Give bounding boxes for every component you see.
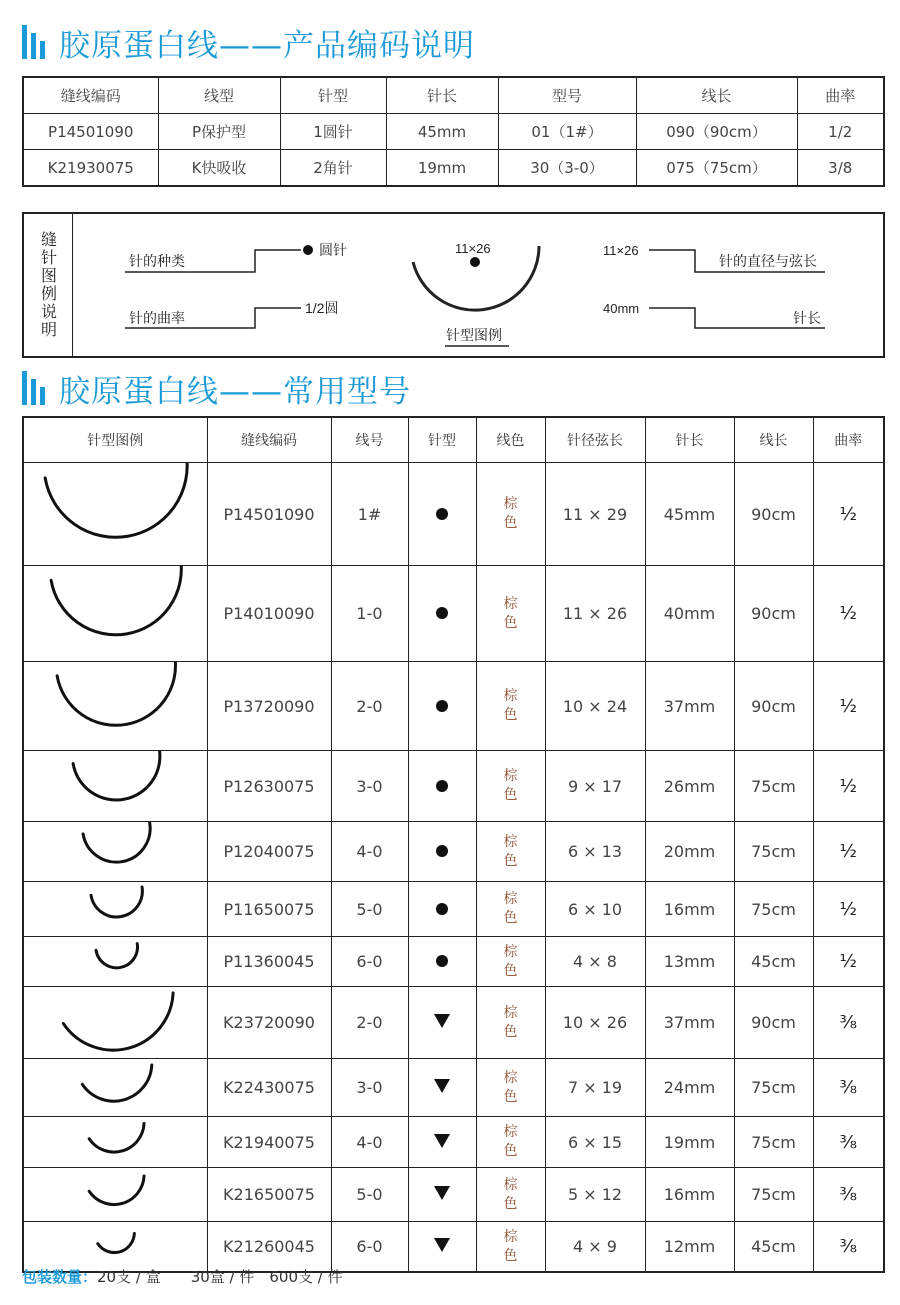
needle-type-cell xyxy=(408,1222,476,1273)
needle-length-cell: 20mm xyxy=(645,822,734,882)
thread-color-cell: 棕 色 xyxy=(476,1117,545,1168)
suture-code-cell: K22430075 xyxy=(207,1059,331,1117)
thread-length-cell: 75cm xyxy=(734,751,813,822)
needle-type-cell xyxy=(408,751,476,822)
needle-arc-icon xyxy=(25,566,205,657)
legend-diagram xyxy=(73,214,883,356)
diameter-chord-cell: 6 × 10 xyxy=(545,882,645,937)
thread-color-cell: 棕 色 xyxy=(476,463,545,566)
models-header-cell: 针型图例 xyxy=(23,417,207,463)
coding-cell: 3/8 xyxy=(797,150,884,187)
needle-length-cell: 12mm xyxy=(645,1222,734,1273)
needle-type-cell xyxy=(408,1168,476,1222)
needle-illustration-cell xyxy=(23,987,207,1059)
thread-size-cell: 5-0 xyxy=(331,882,408,937)
models-header-cell: 针径弦长 xyxy=(545,417,645,463)
coding-header-cell: 缝线编码 xyxy=(23,77,158,114)
diameter-chord-label: 针的直径与弦长 xyxy=(719,253,817,269)
models-table-row xyxy=(23,937,884,987)
models-table-row xyxy=(23,1168,884,1222)
needle-type-cell xyxy=(408,463,476,566)
legend-side-label xyxy=(24,214,73,356)
needle-curvature-label: 针的曲率 xyxy=(129,310,185,326)
coding-table xyxy=(22,76,885,187)
thread-color-cell: 棕 色 xyxy=(476,751,545,822)
thread-size-cell: 4-0 xyxy=(331,1117,408,1168)
suture-code-cell: P13720090 xyxy=(207,662,331,751)
needle-length-cell: 37mm xyxy=(645,987,734,1059)
models-header-cell: 线长 xyxy=(734,417,813,463)
models-table-row xyxy=(23,822,884,882)
thread-length-cell: 75cm xyxy=(734,1117,813,1168)
example-dot-icon xyxy=(470,257,480,267)
title-bars-icon xyxy=(22,371,45,405)
models-header-cell: 缝线编码 xyxy=(207,417,331,463)
length-value-label: 40mm xyxy=(603,301,640,316)
section-title-coding xyxy=(22,22,475,62)
coding-cell: 30（3-0） xyxy=(498,150,636,187)
needle-arc-icon xyxy=(25,1168,205,1217)
size-value-label: 11×26 xyxy=(603,243,639,258)
cutting-needle-icon xyxy=(434,1186,450,1200)
diameter-chord-cell: 5 × 12 xyxy=(545,1168,645,1222)
thread-size-cell: 2-0 xyxy=(331,987,408,1059)
coding-cell: 45mm xyxy=(386,114,498,150)
thread-length-cell: 75cm xyxy=(734,1059,813,1117)
needle-length-cell: 16mm xyxy=(645,882,734,937)
thread-size-cell: 3-0 xyxy=(331,1059,408,1117)
cutting-needle-icon xyxy=(434,1014,450,1028)
needle-type-cell xyxy=(408,1117,476,1168)
needle-illustration-cell xyxy=(23,882,207,937)
cutting-needle-icon xyxy=(434,1079,450,1093)
coding-table-row xyxy=(23,150,884,187)
curvature-cell: ½ xyxy=(813,566,884,662)
coding-table-row xyxy=(23,114,884,150)
needle-illustration-cell xyxy=(23,751,207,822)
round-needle-icon xyxy=(436,607,448,619)
coding-cell: K21930075 xyxy=(23,150,158,187)
curvature-cell: ½ xyxy=(813,751,884,822)
diameter-chord-cell: 9 × 17 xyxy=(545,751,645,822)
suture-code-cell: K21650075 xyxy=(207,1168,331,1222)
needle-type-cell xyxy=(408,822,476,882)
thread-length-cell: 90cm xyxy=(734,566,813,662)
needle-illustration-cell xyxy=(23,822,207,882)
models-header-cell: 曲率 xyxy=(813,417,884,463)
thread-color-cell: 棕 色 xyxy=(476,882,545,937)
needle-illustration-cell xyxy=(23,463,207,566)
suture-code-cell: K21940075 xyxy=(207,1117,331,1168)
suture-code-cell: K23720090 xyxy=(207,987,331,1059)
diameter-chord-cell: 7 × 19 xyxy=(545,1059,645,1117)
thread-color-cell: 棕 色 xyxy=(476,1222,545,1273)
cutting-needle-icon xyxy=(434,1238,450,1252)
diameter-chord-cell: 6 × 15 xyxy=(545,1117,645,1168)
suture-code-cell: P11360045 xyxy=(207,937,331,987)
needle-arc-icon xyxy=(25,1059,205,1112)
thread-color-cell: 棕 色 xyxy=(476,1168,545,1222)
needle-illustration-cell xyxy=(23,1117,207,1168)
needle-length-cell: 40mm xyxy=(645,566,734,662)
needle-illustration-cell xyxy=(23,662,207,751)
coding-cell: 090（90cm） xyxy=(636,114,797,150)
suture-code-cell: P12040075 xyxy=(207,822,331,882)
needle-arc-icon xyxy=(25,822,205,877)
suture-code-cell: P14010090 xyxy=(207,566,331,662)
needle-arc-icon xyxy=(25,662,205,746)
needle-arc-icon xyxy=(25,751,205,817)
curvature-cell: ⅜ xyxy=(813,987,884,1059)
coding-cell: P14501090 xyxy=(23,114,158,150)
diameter-chord-cell: 11 × 29 xyxy=(545,463,645,566)
models-header-cell: 针型 xyxy=(408,417,476,463)
curvature-cell: ⅜ xyxy=(813,1117,884,1168)
needle-length-cell: 37mm xyxy=(645,662,734,751)
thread-length-cell: 75cm xyxy=(734,822,813,882)
models-table-row xyxy=(23,1222,884,1273)
coding-cell: 1/2 xyxy=(797,114,884,150)
needle-arc-icon xyxy=(25,463,205,561)
curvature-cell: ⅜ xyxy=(813,1059,884,1117)
needle-length-cell: 45mm xyxy=(645,463,734,566)
coding-cell: 2角针 xyxy=(280,150,386,187)
thread-color-cell: 棕 色 xyxy=(476,822,545,882)
section-title-models xyxy=(22,368,411,408)
coding-table-header xyxy=(23,77,884,114)
diameter-chord-cell: 11 × 26 xyxy=(545,566,645,662)
curvature-cell: ½ xyxy=(813,882,884,937)
models-header-cell: 线号 xyxy=(331,417,408,463)
models-table-row xyxy=(23,1117,884,1168)
needle-length-cell: 26mm xyxy=(645,751,734,822)
round-needle-label: 圆针 xyxy=(319,242,347,258)
needle-diagram-label: 针型图例 xyxy=(446,327,502,343)
thread-color-cell: 棕 色 xyxy=(476,1059,545,1117)
packaging-text: 20支 / 盒 30盒 / 件 600支 / 件 xyxy=(97,1268,343,1286)
needle-kind-label: 针的种类 xyxy=(129,253,185,269)
round-needle-icon xyxy=(436,845,448,857)
coding-header-cell: 型号 xyxy=(498,77,636,114)
needle-illustration-cell xyxy=(23,1222,207,1273)
models-table-row xyxy=(23,751,884,822)
needle-arc-icon xyxy=(25,882,205,932)
coding-header-cell: 曲率 xyxy=(797,77,884,114)
thread-length-cell: 75cm xyxy=(734,882,813,937)
thread-color-cell: 棕 色 xyxy=(476,937,545,987)
coding-cell: 19mm xyxy=(386,150,498,187)
curvature-cell: ½ xyxy=(813,822,884,882)
curvature-cell: ½ xyxy=(813,463,884,566)
models-table-row xyxy=(23,987,884,1059)
cutting-needle-icon xyxy=(434,1134,450,1148)
models-header-cell: 线色 xyxy=(476,417,545,463)
thread-color-cell: 棕 色 xyxy=(476,566,545,662)
thread-size-cell: 2-0 xyxy=(331,662,408,751)
needle-arc-icon xyxy=(25,1222,205,1267)
needle-illustration-cell xyxy=(23,566,207,662)
coding-header-cell: 针型 xyxy=(280,77,386,114)
needle-illustration-cell xyxy=(23,1059,207,1117)
models-table xyxy=(22,416,885,1273)
round-needle-icon xyxy=(436,955,448,967)
coding-cell: 01（1#） xyxy=(498,114,636,150)
round-needle-dot-icon xyxy=(303,245,313,255)
needle-arc-icon xyxy=(25,937,205,982)
models-table-row xyxy=(23,463,884,566)
suture-code-cell: P11650075 xyxy=(207,882,331,937)
round-needle-icon xyxy=(436,780,448,792)
needle-illustration-cell xyxy=(23,937,207,987)
thread-length-cell: 90cm xyxy=(734,662,813,751)
section-title-text: 胶原蛋白线——产品编码说明 xyxy=(59,27,475,64)
models-table-row xyxy=(23,882,884,937)
thread-length-cell: 90cm xyxy=(734,987,813,1059)
suture-code-cell: K21260045 xyxy=(207,1222,331,1273)
round-needle-icon xyxy=(436,903,448,915)
curvature-cell: ⅜ xyxy=(813,1222,884,1273)
thread-color-cell: 棕 色 xyxy=(476,987,545,1059)
needle-length-cell: 24mm xyxy=(645,1059,734,1117)
legend-side-text: 缝针图例说明 xyxy=(38,231,58,339)
models-table-header xyxy=(23,417,884,463)
thread-length-cell: 45cm xyxy=(734,1222,813,1273)
coding-cell: 1圆针 xyxy=(280,114,386,150)
curvature-cell: ½ xyxy=(813,662,884,751)
half-circle-label: 1/2圆 xyxy=(305,300,339,316)
thread-length-cell: 90cm xyxy=(734,463,813,566)
thread-length-cell: 45cm xyxy=(734,937,813,987)
needle-type-cell xyxy=(408,1059,476,1117)
section-title-text: 胶原蛋白线——常用型号 xyxy=(59,373,411,410)
coding-cell: P保护型 xyxy=(158,114,280,150)
curvature-cell: ⅜ xyxy=(813,1168,884,1222)
models-header-cell: 针长 xyxy=(645,417,734,463)
thread-size-cell: 4-0 xyxy=(331,822,408,882)
models-table-row xyxy=(23,566,884,662)
round-needle-icon xyxy=(436,700,448,712)
diameter-chord-cell: 10 × 26 xyxy=(545,987,645,1059)
suture-code-cell: P12630075 xyxy=(207,751,331,822)
coding-header-cell: 线长 xyxy=(636,77,797,114)
needle-illustration-cell xyxy=(23,1168,207,1222)
diameter-chord-cell: 4 × 9 xyxy=(545,1222,645,1273)
round-needle-icon xyxy=(436,508,448,520)
thread-size-cell: 1-0 xyxy=(331,566,408,662)
thread-size-cell: 6-0 xyxy=(331,937,408,987)
needle-arc-icon xyxy=(25,1117,205,1163)
diameter-chord-cell: 10 × 24 xyxy=(545,662,645,751)
needle-length-cell: 16mm xyxy=(645,1168,734,1222)
needle-length-cell: 13mm xyxy=(645,937,734,987)
thread-size-cell: 3-0 xyxy=(331,751,408,822)
models-table-row xyxy=(23,662,884,751)
thread-color-cell: 棕 色 xyxy=(476,662,545,751)
needle-legend xyxy=(22,212,885,358)
thread-size-cell: 5-0 xyxy=(331,1168,408,1222)
needle-type-cell xyxy=(408,662,476,751)
needle-length-cell: 19mm xyxy=(645,1117,734,1168)
coding-header-cell: 线型 xyxy=(158,77,280,114)
needle-length-label: 针长 xyxy=(793,310,821,326)
thread-size-cell: 1# xyxy=(331,463,408,566)
diameter-chord-cell: 4 × 8 xyxy=(545,937,645,987)
needle-type-cell xyxy=(408,882,476,937)
needle-arc-icon xyxy=(25,987,205,1054)
coding-header-cell: 针长 xyxy=(386,77,498,114)
coding-cell: 075（75cm） xyxy=(636,150,797,187)
thread-length-cell: 75cm xyxy=(734,1168,813,1222)
title-bars-icon xyxy=(22,25,45,59)
needle-type-cell xyxy=(408,566,476,662)
thread-size-cell: 6-0 xyxy=(331,1222,408,1273)
models-table-row xyxy=(23,1059,884,1117)
coding-cell: K快吸收 xyxy=(158,150,280,187)
packaging-info xyxy=(22,1266,343,1287)
example-size-label: 11×26 xyxy=(455,241,491,256)
needle-type-cell xyxy=(408,987,476,1059)
packaging-label: 包装数量： xyxy=(22,1268,98,1286)
needle-type-cell xyxy=(408,937,476,987)
suture-code-cell: P14501090 xyxy=(207,463,331,566)
curvature-cell: ½ xyxy=(813,937,884,987)
diameter-chord-cell: 6 × 13 xyxy=(545,822,645,882)
